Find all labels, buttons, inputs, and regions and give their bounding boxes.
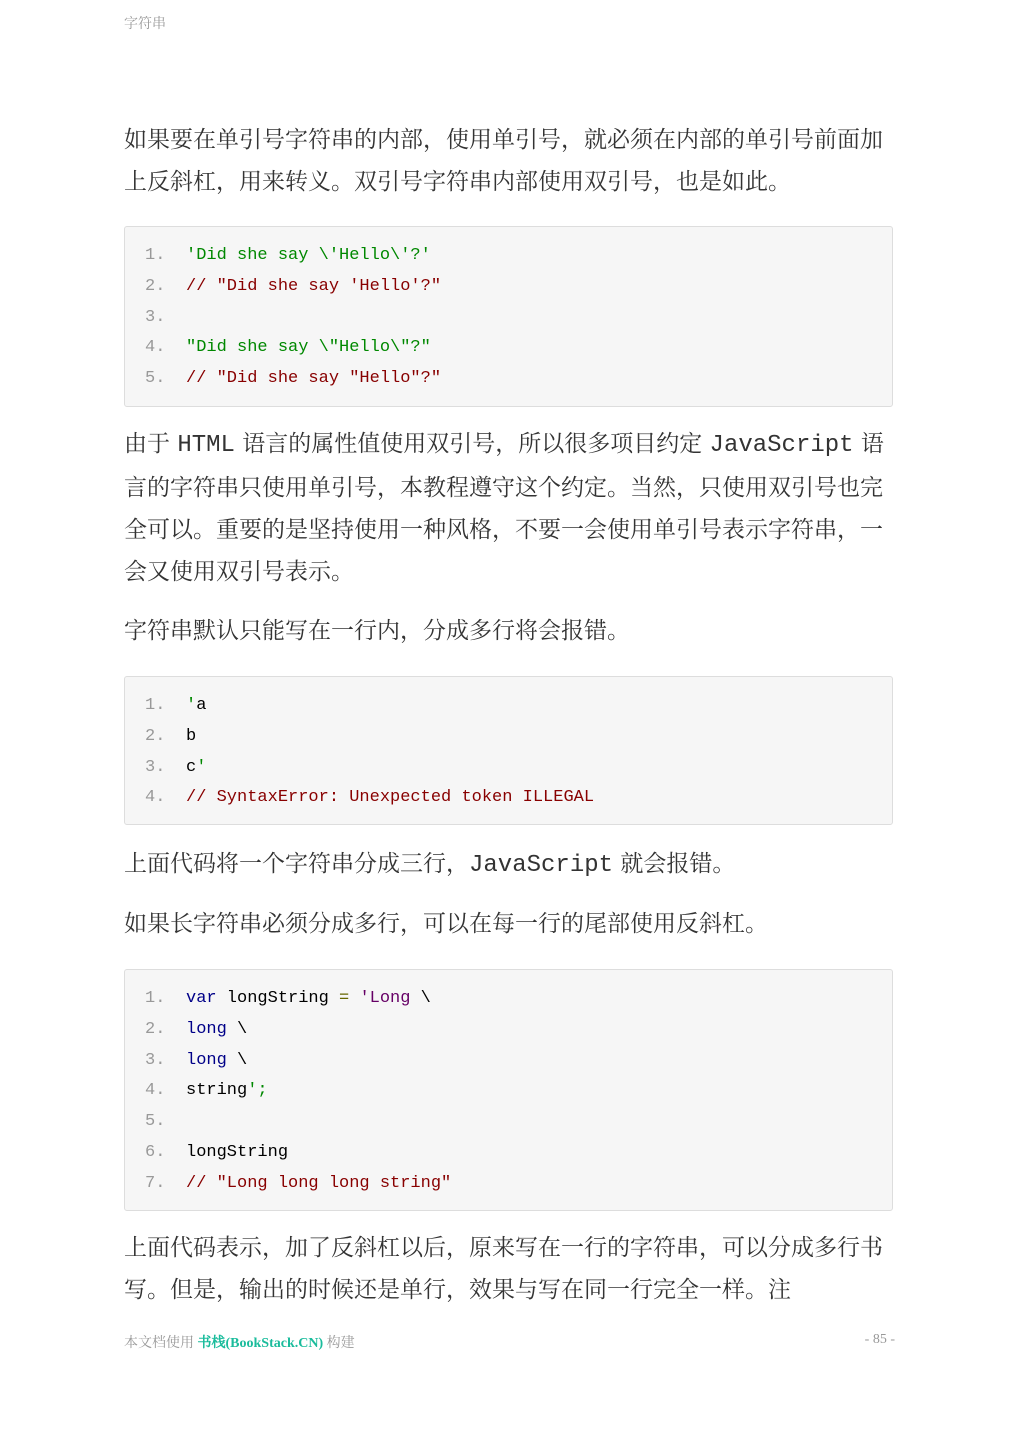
text-segment: 由于 bbox=[124, 431, 178, 457]
code-line bbox=[145, 303, 892, 334]
paragraph bbox=[124, 610, 899, 652]
code-token: // "Did she say "Hello"?" bbox=[186, 369, 442, 389]
line-number: 1. bbox=[145, 246, 166, 265]
paragraph bbox=[124, 423, 899, 593]
line-number: 7. bbox=[145, 1173, 166, 1193]
footer bbox=[124, 1332, 895, 1352]
code-token: long bbox=[186, 1050, 227, 1070]
code-token: c bbox=[186, 757, 197, 777]
code-token: // "Did she say 'Hello'?" bbox=[186, 276, 442, 296]
paragraph bbox=[124, 119, 899, 203]
paragraph bbox=[124, 903, 899, 945]
code-token: ' bbox=[196, 757, 207, 777]
code-line bbox=[145, 1015, 892, 1046]
inline-code: JavaScript bbox=[709, 432, 854, 459]
code-token: longString bbox=[216, 989, 340, 1008]
code-line bbox=[145, 241, 892, 272]
line-number: 4. bbox=[145, 338, 166, 358]
page-number: - 85 - bbox=[864, 1332, 895, 1347]
code-token: longString bbox=[186, 1142, 289, 1162]
code-block bbox=[124, 226, 893, 407]
line-number: 3. bbox=[145, 757, 166, 777]
line-number: 3. bbox=[145, 1050, 166, 1070]
running-header: 字符串 bbox=[124, 16, 166, 32]
code-token: = bbox=[339, 989, 350, 1008]
code-line bbox=[145, 753, 892, 784]
inline-code: HTML bbox=[177, 432, 235, 459]
line-number: 6. bbox=[145, 1142, 166, 1162]
code-block bbox=[124, 969, 893, 1211]
line-number: 1. bbox=[145, 989, 166, 1008]
code-line bbox=[145, 1169, 892, 1200]
text-segment: 语言的属性值使用双引号，所以很多项目约定 bbox=[234, 431, 710, 457]
code-token bbox=[349, 989, 359, 1008]
code-token: // SyntaxError: Unexpected token ILLEGAL bbox=[186, 788, 595, 808]
line-number: 4. bbox=[145, 788, 166, 808]
code-line bbox=[145, 783, 892, 814]
line-number: 5. bbox=[145, 369, 166, 389]
text-segment: 上面代码表示，加了反斜杠以后，原来写在一行的字符串，可以分成多行书写。但是，输出的时候还是单行，效果与写在同一行完全一样。注 bbox=[124, 1235, 883, 1303]
line-number: 4. bbox=[145, 1081, 166, 1101]
code-token: '; bbox=[247, 1081, 268, 1101]
text-segment: 字符串默认只能写在一行内，分成多行将会报错。 bbox=[124, 618, 630, 644]
code-token: // "Long long long string" bbox=[186, 1173, 452, 1193]
text-segment: 就会报错。 bbox=[613, 851, 736, 877]
code-line bbox=[145, 1046, 892, 1077]
code-line bbox=[145, 691, 892, 722]
code-token: string bbox=[186, 1081, 248, 1101]
line-number: 3. bbox=[145, 307, 166, 327]
code-token: b bbox=[186, 726, 197, 746]
code-block bbox=[124, 676, 893, 825]
paragraph bbox=[124, 1227, 899, 1311]
code-token: \ bbox=[226, 1050, 248, 1070]
brand-link[interactable]: 书栈(BookStack.CN) bbox=[197, 1336, 324, 1351]
code-token: var bbox=[186, 989, 217, 1008]
code-token: "Did she say \"Hello\"?" bbox=[186, 338, 431, 358]
code-line bbox=[145, 1107, 892, 1138]
footer-suffix: 构建 bbox=[323, 1336, 355, 1351]
code-token: \ bbox=[226, 1019, 248, 1039]
code-line bbox=[145, 1076, 892, 1107]
code-line bbox=[145, 722, 892, 753]
code-token: \ bbox=[410, 989, 431, 1008]
code-line bbox=[145, 364, 892, 395]
code-token: a bbox=[196, 696, 207, 715]
code-token: 'Long bbox=[359, 989, 411, 1008]
code-line bbox=[145, 333, 892, 364]
line-number: 2. bbox=[145, 276, 166, 296]
text-segment: 如果长字符串必须分成多行，可以在每一行的尾部使用反斜杠。 bbox=[124, 911, 768, 937]
paragraph bbox=[124, 843, 899, 887]
line-number: 5. bbox=[145, 1112, 166, 1132]
code-line bbox=[145, 984, 892, 1015]
code-token: 'Did she say \'Hello\'?' bbox=[186, 246, 431, 265]
inline-code: JavaScript bbox=[469, 852, 614, 879]
text-segment: 上面代码将一个字符串分成三行， bbox=[124, 851, 469, 877]
text-segment: 语言的字符串只使用单引号，本教程遵守这个约定。当然，只使用双引号也完全可以。重要的是坚持使用一种风格，不要一会使用单引号表示字符串，一会又使用双引号表示。 bbox=[124, 431, 884, 585]
code-token: ' bbox=[186, 696, 197, 715]
code-line bbox=[145, 272, 892, 303]
code-token: long bbox=[186, 1019, 227, 1039]
text-segment: 如果要在单引号字符串的内部，使用单引号，就必须在内部的单引号前面加上反斜杠，用来转义。双引号字符串内部使用双引号，也是如此。 bbox=[124, 127, 883, 195]
line-number: 2. bbox=[145, 726, 166, 746]
line-number: 1. bbox=[145, 696, 166, 715]
line-number: 2. bbox=[145, 1019, 166, 1039]
footer-prefix: 本文档使用 bbox=[124, 1336, 198, 1351]
code-line bbox=[145, 1138, 892, 1169]
